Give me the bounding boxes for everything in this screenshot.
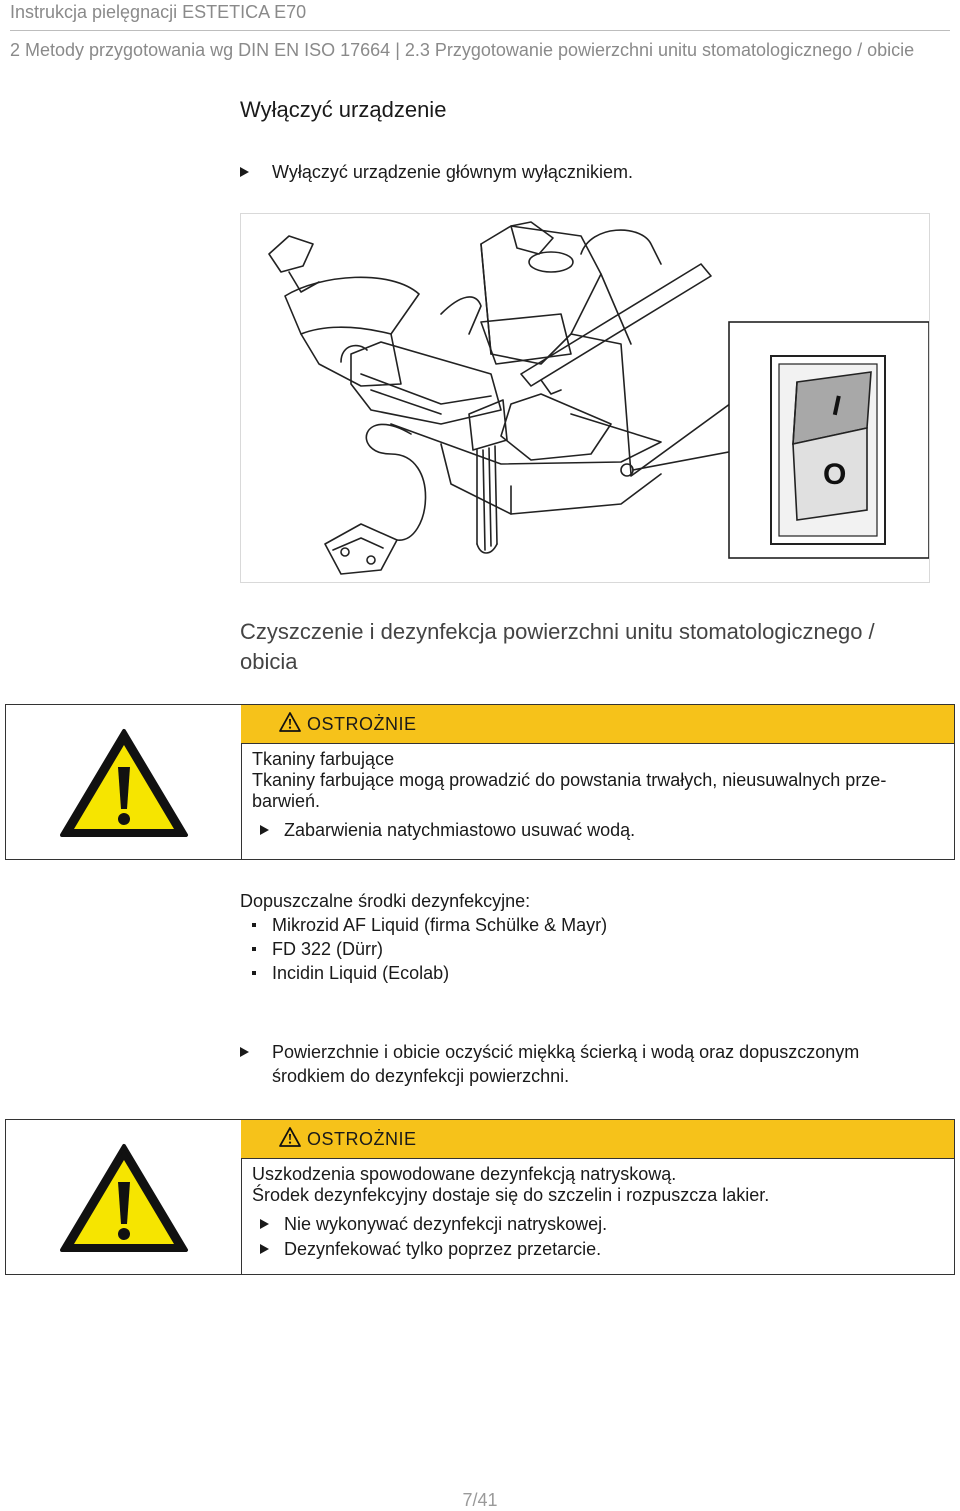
arrow-bullet-icon (260, 825, 269, 835)
disinfectant-item: Mikrozid AF Liquid (firma Schülke & Mayr) (240, 913, 607, 937)
step-switch-off: Wyłączyć urządzenie głównym wyłącznikiem. (240, 160, 930, 184)
header-divider (10, 30, 950, 31)
warning-text: Środek dezynfekcyjny dostaje się do szczelin i rozpuszcza lakier. (252, 1185, 770, 1205)
disinfectants-intro: Dopuszczalne środki dezynfekcyjne: (240, 891, 531, 911)
document-title: Instrukcja pielęgnacji ESTETICA E70 (10, 2, 307, 22)
switch-off-symbol: O (823, 458, 847, 491)
warning-box-staining (5, 704, 955, 860)
square-bullet-icon (252, 971, 256, 975)
arrow-bullet-icon (260, 1244, 269, 1254)
warning-heading: Tkaniny farbujące (252, 749, 395, 769)
square-bullet-icon (252, 923, 256, 927)
disinfectant-item: Incidin Liquid (Ecolab) (240, 961, 449, 985)
warning-header-bar (241, 705, 954, 744)
section-title-cleaning: Czyszczenie i dezynfekcja powierzchni unitu stomatologicznego / obicia (240, 619, 875, 674)
dental-unit-illustration (241, 214, 929, 582)
warning-action: Dezynfekować tylko poprzez przetarcie. (252, 1239, 942, 1260)
section-title-switch-off: Wyłączyć urządzenie (240, 97, 447, 122)
disinfectant-item: FD 322 (Dürr) (240, 937, 383, 961)
warning-triangle-icon (58, 1142, 190, 1254)
square-bullet-icon (252, 947, 256, 951)
warning-action: Nie wykonywać dezynfekcji natryskowej. (252, 1214, 942, 1235)
warning-text: Tkaniny farbujące mogą prowadzić do powstania trwałych, nieusuwalnych prze-barwień. (252, 770, 887, 811)
arrow-bullet-icon (260, 1219, 269, 1229)
warning-small-icon (279, 712, 301, 732)
breadcrumb: 2 Metody przygotowania wg DIN EN ISO 17664 | 2.3 Przygotowanie powierzchni unitu stomatologicznego / obicie (10, 40, 915, 60)
page-number: 7/41 (462, 1490, 498, 1510)
step-clean-surfaces: Powierzchnie i obicie oczyścić miękką ścierką i wodą oraz dopuszczonym środkiem do dezynfekcji powierzchni. (240, 1040, 930, 1088)
warning-small-icon (279, 1127, 301, 1147)
arrow-bullet-icon (240, 167, 249, 177)
warning-action: Zabarwienia natychmiastowo usuwać wodą. (252, 820, 942, 841)
warning-heading: Uszkodzenia spowodowane dezynfekcją natryskową. (252, 1164, 677, 1184)
main-switch-detail (729, 322, 929, 558)
warning-label: OSTROŻNIE (307, 1129, 417, 1149)
warning-triangle-icon (58, 727, 190, 839)
switch-on-symbol: I (829, 389, 844, 422)
warning-box-spray (5, 1119, 955, 1275)
dental-unit-figure (240, 213, 930, 583)
warning-header-bar (241, 1120, 954, 1159)
warning-label: OSTROŻNIE (307, 714, 417, 734)
arrow-bullet-icon (240, 1047, 249, 1057)
